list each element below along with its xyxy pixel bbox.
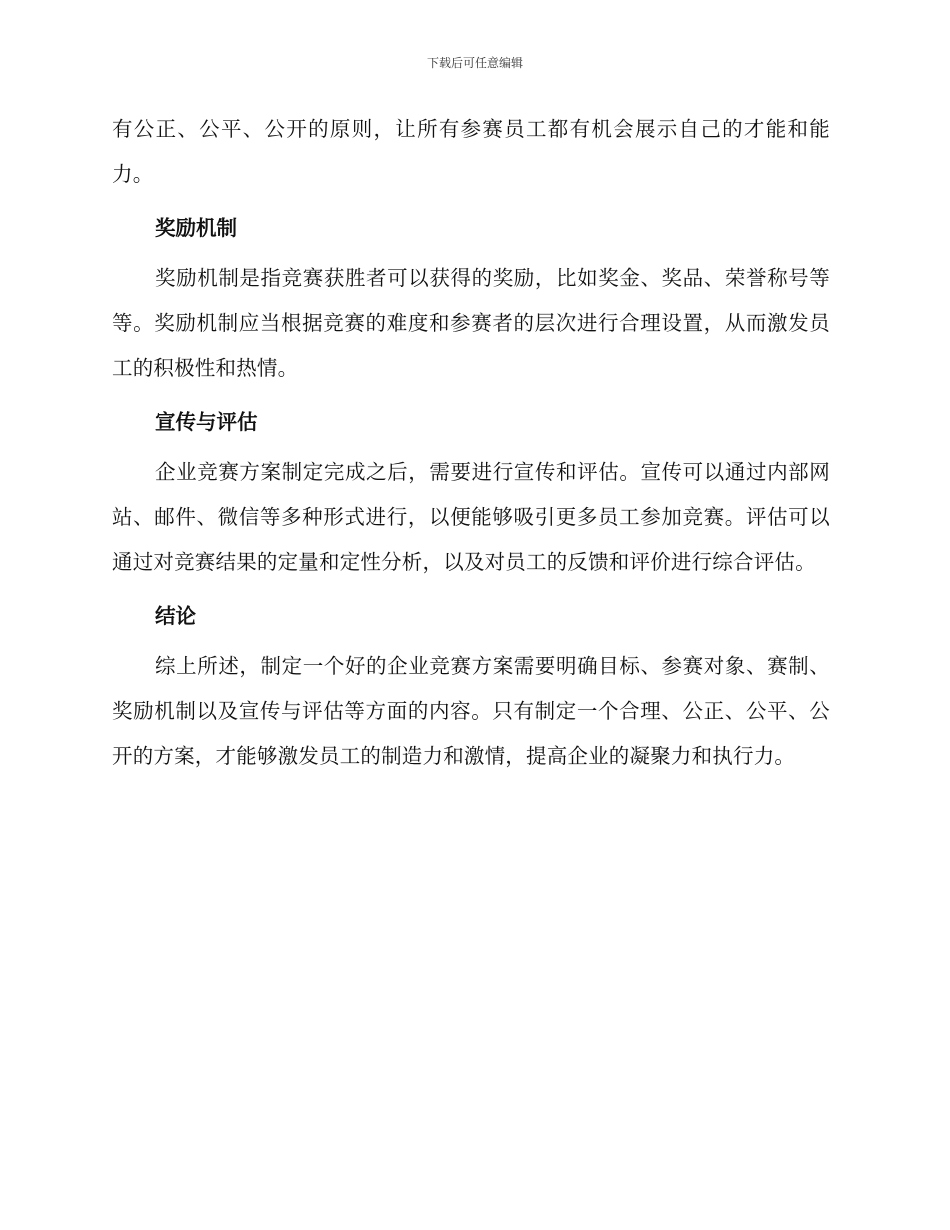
document-body bbox=[112, 107, 830, 779]
intro-continuation-paragraph: 有公正、公平、公开的原则，让所有参赛员工都有机会展示自己的才能和能力。 bbox=[112, 117, 830, 186]
page-blank-area bbox=[0, 900, 950, 1230]
section-paragraph-rewards: 奖励机制是指竞赛获胜者可以获得的奖励，比如奖金、奖品、荣誉称号等等。奖励机制应当根据竞赛的难度和参赛者的层次进行合理设置，从而激发员工的积极性和热情。 bbox=[112, 266, 830, 380]
section-heading-promotion-evaluation: 宣传与评估 bbox=[155, 410, 258, 434]
section-paragraph-promotion-evaluation: 企业竞赛方案制定完成之后，需要进行宣传和评估。宣传可以通过内部网站、邮件、微信等多种形式进行，以便能够吸引更多员工参加竞赛。评估可以通过对竞赛结果的定量和定性分析，以及对员工的反馈和评价进行综合评估。 bbox=[112, 460, 830, 574]
section-heading-conclusion: 结论 bbox=[155, 604, 196, 628]
section-heading-rewards: 奖励机制 bbox=[155, 216, 237, 240]
section-paragraph-conclusion: 综上所述，制定一个好的企业竞赛方案需要明确目标、参赛对象、赛制、奖励机制以及宣传与评估等方面的内容。只有制定一个合理、公正、公平、公开的方案，才能够激发员工的制造力和激情，提高企业的凝聚力和执行力。 bbox=[112, 654, 830, 768]
page-header-note: 下载后可任意编辑 bbox=[426, 56, 523, 70]
